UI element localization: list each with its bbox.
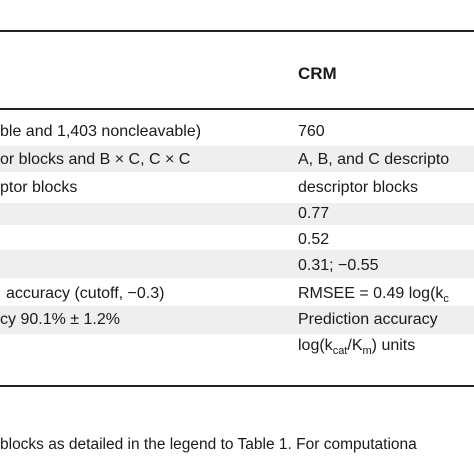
table-cell-left: or blocks and B × C, C × C <box>0 151 191 168</box>
table-cell-right: Prediction accuracy <box>298 311 438 328</box>
header-rule <box>0 108 474 110</box>
table-cell-left: accuracy (cutoff, −0.3) <box>6 285 165 302</box>
table-cell-right <box>298 336 415 356</box>
kcat-subscript: cat <box>332 345 348 357</box>
table-cell-right: 0.31; −0.55 <box>298 257 379 274</box>
table-footnote: blocks as detailed in the legend to Table 1. For computationa <box>0 436 417 453</box>
rmsee-text: RMSEE = 0.49 log(k <box>298 285 444 302</box>
table-cell-left: ptor blocks <box>0 179 78 196</box>
table-cell-left: ble and 1,403 noncleavable) <box>0 123 202 140</box>
bottom-rule <box>0 385 474 387</box>
column-header-crm: CRM <box>298 64 337 83</box>
km-subscript: m <box>362 345 372 357</box>
log-prefix: log(k <box>298 337 333 354</box>
table-cell-right: A, B, and C descripto <box>298 151 450 168</box>
log-suffix: ) units <box>371 337 416 354</box>
table-cell-right: 0.77 <box>298 205 330 222</box>
log-mid: /K <box>347 337 363 354</box>
table-cell-right: 0.52 <box>298 231 330 248</box>
table-cell-left: cy 90.1% ± 1.2% <box>0 311 120 328</box>
table-cell-right <box>298 284 449 304</box>
top-rule <box>0 30 474 32</box>
table-cell-right: 760 <box>298 123 325 140</box>
shaded-row-band <box>0 203 474 225</box>
rmsee-subscript: c <box>443 293 449 305</box>
table-cell-right: descriptor blocks <box>298 179 419 196</box>
shaded-row-band <box>0 250 474 278</box>
